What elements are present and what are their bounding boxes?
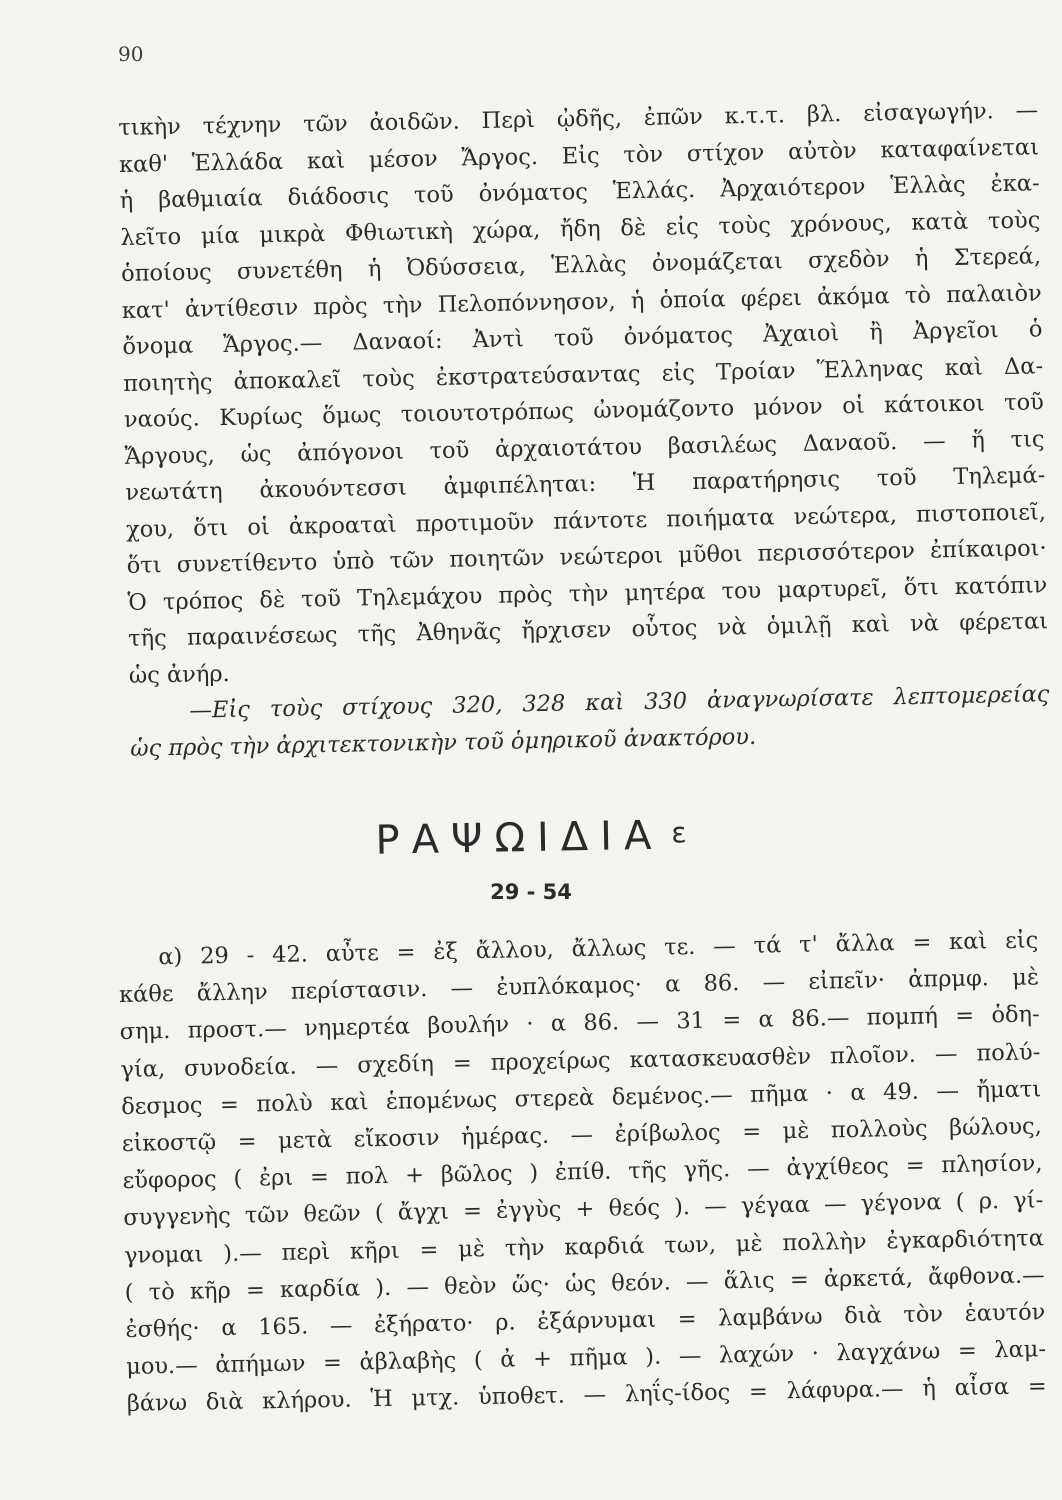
text-line: τῆς παραινέσεως τῆς Ἀθηνᾶς ἤρχισεν οὗτος νὰ ὁμιλῇ καὶ νὰ φέρεται [127,608,1049,652]
commentary-block-top [118,92,1050,767]
chapter-title: ΡΑΨΩΙΔΙΑ [375,812,664,864]
text-line: Ἄργους, ὡς ἀπόγονοι τοῦ ἀρχαιοτάτου βασιλέως Δαναοῦ. — ἥ τις [124,425,1045,470]
text-line: δεσμος = πολὺ καὶ ἑπομένως στερεὰ δεμένος.— πῆμα · α 49. — ἤματι [120,1076,1042,1120]
text-line: ποιητὴς ἀποκαλεῖ τοὺς ἐκστρατεύσαντας εἰς Τροίαν Ἕλληνας καὶ Δα- [123,352,1044,397]
text-line: βάνω διὰ κλήρου. Ἡ μτχ. ὑποθετ. — ληΐς-ίδος = λάφυρα.— ἡ αἶσα = [126,1373,1047,1418]
text-line: α) 29 - 42. αὖτε = ἐξ ἄλλου, ἄλλως τε. — τά τ' ἄλλα = καὶ εἰς [158,927,1039,971]
text-line: γία, συνοδεία. — σχεδίη = προχείρως κατασκευασθὲν πλοῖον. — πολύ- [120,1038,1041,1083]
text-line: εὔφορος ( ἐρι = πολ + βῶλος ) ἐπίθ. τῆς γῆς. — ἀγχίθεος = πλησίον, [122,1150,1043,1195]
text-line: κάθε ἄλλην περίστασιν. — ἐυπλόκαμος· α 86. — εἰπεῖν· ἀπρμφ. μὲ [118,964,1040,1009]
text-line: ὅτι συνετίθεντο ὑπὸ τῶν ποιητῶν νεώτεροι μῦθοι περισσότερον ἐπίκαιροι· [126,535,1047,579]
verse-range: 29 - 54 [490,880,572,904]
text-line: ( τὸ κῆρ = καρδία ). — θεὸν ὥς· ὡς θεόν. — ἅλις = ἀρκετά, ἄφθονα.— [124,1262,1045,1306]
text-line: χου, ὅτι οἱ ἀκροαταὶ προτιμοῦν πάντοτε ποιήματα νεώτερα, πιστοποιεῖ, [125,498,1047,543]
commentary-block-bottom [118,922,1047,1423]
text-line: τικὴν τέχνην τῶν ἀοιδῶν. Περὶ ᾠδῆς, ἐπῶν κ.τ.τ. βλ. εἰσαγωγήν. — [118,97,1039,141]
text-line: καθ' Ἑλλάδα καὶ μέσον Ἄργος. Εἰς τὸν στίχον αὐτὸν καταφαίνεται [118,133,1040,178]
text-line: μου.— ἀπήμων = ἀβλαβὴς ( ἀ + πῆμα ). — λαχών · λαγχάνω = λαμ- [125,1336,1047,1381]
text-line: εἰκοστῷ = μετὰ εἴκοσιν ἡμέρας. — ἐρίβωλος = μὲ πολλοὺς βώλους, [121,1113,1042,1157]
page-number: 90 [118,42,144,66]
text-line: ὡς ἀνήρ. [128,660,230,689]
text-line: νεωτάτη ἀκουόντεσσι ἀμφιπέληται: Ἡ παρατήρησις τοῦ Τηλεμά- [125,462,1046,506]
text-line: ἡ βαθμιαία διάδοσις τοῦ ὀνόματος Ἑλλάς. Ἀρχαιότερον Ἑλλὰς ἐκα- [119,170,1040,214]
chapter-suffix: ε [671,816,687,850]
text-line: ὡς πρὸς τὴν ἀρχιτεκτονικὴν τοῦ ὁμηρικοῦ ἀνακτόρου. [130,723,757,762]
text-line: συγγενὴς τῶν θεῶν ( ἄγχι = ἐγγὺς + θεός ). — γέγαα — γέγονα ( ρ. γί- [123,1187,1044,1232]
text-line: κατ' ἀντίθεσιν πρὸς τὴν Πελοπόννησον, ἡ ὁποία φέρει ἀκόμα τὸ παλαιὸν [121,279,1042,324]
text-line: ἐσθής· α 165. — ἐξήρατο· ρ. ἐξάρνυμαι = λαμβάνω διὰ τὸν ἑαυτόν [125,1299,1046,1343]
text-line: λεῖτο μία μικρὰ Φθιωτικὴ χώρα, ἤδη δὲ εἰς τοὺς χρόνους, κατὰ τοὺς [120,206,1041,251]
text-line: γνομαι ).— περὶ κῆρι = μὲ τὴν καρδιά των, μὲ πολλὴν ἐγκαρδιότητα [123,1224,1045,1269]
text-line: ναούς. Κυρίως ὅμως τοιουτοτρόπως ὠνομάζοντο μόνον οἱ κάτοικοι τοῦ [123,389,1045,433]
text-line: Ὁ τρόπος δὲ τοῦ Τηλεμάχου πρὸς τὴν μητέρα του μαρτυρεῖ, ὅτι κατόπιν [127,571,1048,616]
text-line: σημ. προστ.— νημερτέα βουλήν · α 86. — 31 = α 86.— πομπή = ὁδη- [119,1001,1040,1046]
chapter-heading [0,806,1062,871]
text-line: —Εἰς τοὺς στίχους 320, 328 καὶ 330 ἀναγνωρίσατε λεπτομερείας [189,681,1050,724]
text-line: ὁποίους συνετέθη ἡ Ὀδύσσεια, Ἑλλὰς ὀνομάζεται σχεδὸν ἡ Στερεά, [120,243,1042,287]
text-line: ὄνομα Ἄργος.— Δαναοί: Ἀντὶ τοῦ ὀνόματος Ἀχαιοὶ ἢ Ἀργεῖοι ὁ [122,316,1043,360]
